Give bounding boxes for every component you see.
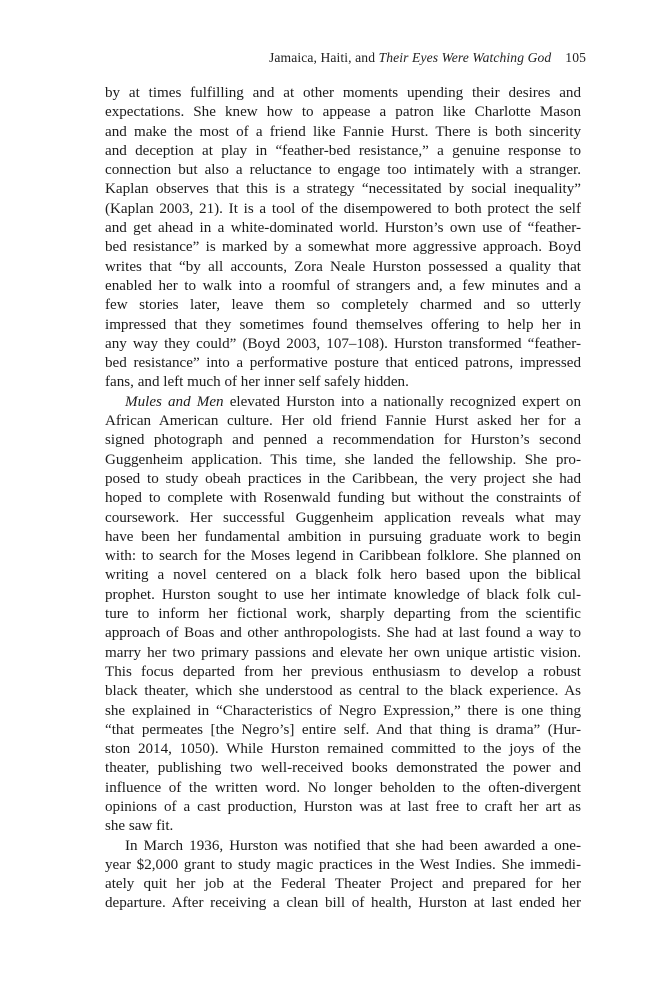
text-line	[105, 393, 581, 412]
text-line: “that permeates [the Negro’s] entire self. And that thing is drama” (Hur-	[105, 721, 581, 738]
running-head	[269, 50, 586, 66]
paragraph-3	[105, 837, 581, 914]
text-line: coursework. Her successful Guggenheim application reveals what may	[105, 509, 581, 526]
text-fragment: elevated Hurston into a nationally recognized expert on	[223, 393, 581, 410]
text-line: ture to inform her fictional work, sharply departing from the scientific	[105, 606, 581, 623]
text-line: writes that “by all accounts, Zora Neale Hurston possessed a quality that	[105, 258, 581, 275]
paragraph-1	[105, 84, 581, 393]
running-head-title-prefix: Jamaica, Haiti, and	[269, 50, 379, 65]
text-line: departure. After receiving a clean bill of health, Hurston at last ended her	[105, 895, 581, 912]
text-line: connection but also a reluctance to engage too intimately with a stranger.	[105, 162, 581, 179]
text-line: hoped to complete with Rosenwald funding but without the constraints of	[105, 490, 581, 507]
text-line: bed resistance” into a performative posture that enticed patrons, impressed	[105, 355, 581, 372]
text-line: prophet. Hurston sought to use her intimate knowledge of black folk cul-	[105, 586, 581, 603]
page-number: 105	[565, 50, 586, 65]
running-head-title-italic: Their Eyes Were Watching God	[378, 50, 552, 65]
text-line: year $2,000 grant to study magic practices in the West Indies. She immedi-	[105, 856, 581, 873]
text-line: and make the most of a friend like Fannie Hurst. There is both sincerity	[105, 123, 581, 140]
text-line: few stories later, leave them so completely charmed and so utterly	[105, 297, 581, 314]
text-line: posed to study obeah practices in the Caribbean, the very project she had	[105, 470, 581, 487]
text-line: impressed that they sometimes found themselves offering to help her in	[105, 316, 581, 333]
body-text	[105, 84, 581, 914]
text-line: enabled her to walk into a roomful of strangers and, a few minutes and a	[105, 277, 581, 294]
text-line: she explained in “Characteristics of Negro Expression,” there is one thing	[105, 702, 581, 719]
text-line: writing a novel centered on a black folk hero based upon the biblical	[105, 567, 581, 584]
text-line: This focus departed from her previous enthusiasm to develop a robust	[105, 663, 581, 680]
text-line: and get ahead in a white-dominated world. Hurston’s own use of “feather-	[105, 220, 581, 237]
text-line: In March 1936, Hurston was notified that she had been awarded a one-	[125, 837, 581, 854]
text-line: have been her fundamental ambition in pursuing graduate work to begin	[105, 528, 581, 545]
text-line: theater, publishing two well-received books demonstrated the power and	[105, 760, 581, 777]
text-line: fans, and left much of her inner self safely hidden.	[105, 374, 409, 391]
text-line: African American culture. Her old friend Fannie Hurst asked her for a	[105, 413, 581, 430]
text-line: marry her two primary passions and elevate her own unique artistic vision.	[105, 644, 581, 661]
text-line: and deception at play in “feather-bed resistance,” a genuine response to	[105, 142, 581, 159]
text-line: any way they could” (Boyd 2003, 107–108). Hurston transformed “feather-	[105, 335, 581, 352]
text-line: opinions of a cast production, Hurston was at last free to craft her art as	[105, 798, 581, 815]
text-line: expectations. She knew how to appease a patron like Charlotte Mason	[105, 104, 581, 121]
text-line: Guggenheim application. This time, she landed the fellowship. She pro-	[105, 451, 581, 468]
text-line: signed photograph and penned a recommendation for Hurston’s second	[105, 432, 581, 449]
text-line: influence of the written word. No longer beholden to the often-divergent	[105, 779, 581, 796]
book-title: Mules and Men	[125, 393, 224, 410]
text-line: approach of Boas and other anthropologists. She had at last found a way to	[105, 625, 581, 642]
text-line: bed resistance” is marked by a somewhat more aggressive approach. Boyd	[105, 239, 581, 256]
text-line: Kaplan observes that this is a strategy “necessitated by social inequality”	[105, 181, 581, 198]
text-line: ately quit her job at the Federal Theater Project and prepared for her	[105, 876, 581, 893]
text-line: she saw fit.	[105, 818, 174, 835]
paragraph-2	[105, 393, 581, 837]
text-line: ston 2014, 1050). While Hurston remained committed to the joys of the	[105, 741, 581, 758]
text-line: with: to search for the Moses legend in Caribbean folklore. She planned on	[105, 548, 581, 565]
running-head-title	[269, 50, 551, 65]
text-line: (Kaplan 2003, 21). It is a tool of the disempowered to both protect the self	[105, 200, 581, 217]
text-line: by at times fulfilling and at other moments upending their desires and	[105, 85, 581, 101]
text-line: black theater, which she understood as central to the black experience. As	[105, 683, 581, 700]
